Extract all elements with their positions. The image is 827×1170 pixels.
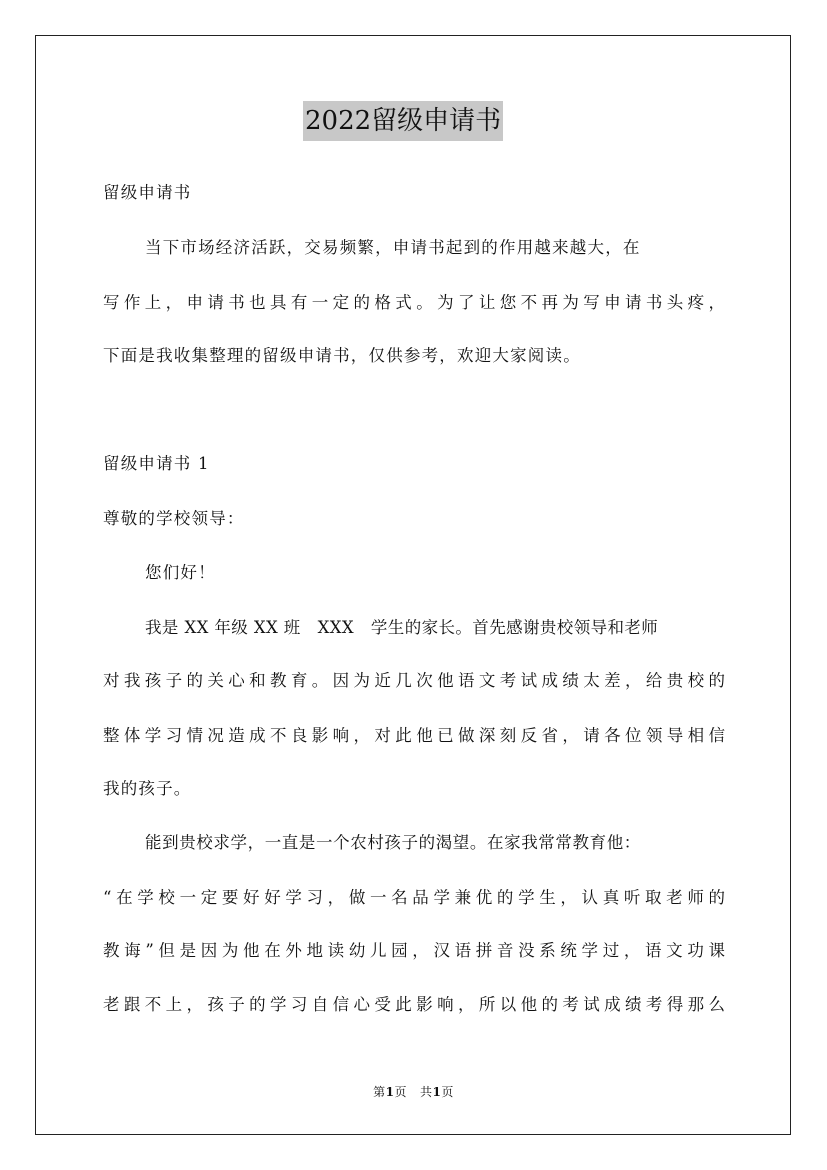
section-heading: 留级申请书 1: [103, 454, 210, 473]
page-footer: [0, 1084, 827, 1100]
heading-line: 留级申请书: [103, 183, 192, 202]
body-line-1: 我是 XX 年级 XX 班 XXX 学生的家长。首先感谢贵校领导和老师: [145, 618, 659, 637]
document-title: 2022留级申请书: [303, 101, 503, 141]
intro-line-3: 下面是我收集整理的留级申请书，仅供参考，欢迎大家阅读。: [103, 346, 581, 365]
salutation-line: 尊敬的学校领导：: [103, 509, 245, 528]
body-line-3: 整体学习情况造成不良影响，对此他已做深刻反省，请各位领导相信: [103, 726, 725, 745]
body-line-7: 教诲”但是因为他在外地读幼儿园，汉语拼音没系统学过，语文功课: [103, 941, 725, 960]
page-label-suffix: 页: [394, 1085, 408, 1099]
intro-line-1: 当下市场经济活跃，交易频繁，申请书起到的作用越来越大，在: [145, 238, 641, 257]
page-label-prefix: 第: [373, 1085, 386, 1099]
intro-line-2: 写作上，申请书也具有一定的格式。为了让您不再为写申请书头疼，: [103, 293, 725, 312]
body-line-4: 我的孩子。: [103, 779, 192, 798]
body-line-6: “在学校一定要好好学习，做一名品学兼优的学生，认真听取老师的: [103, 888, 725, 907]
greeting-line: 您们好！: [145, 563, 216, 582]
total-label-prefix: 共: [419, 1085, 433, 1099]
body-line-8: 老跟不上，孩子的学习自信心受此影响，所以他的考试成绩考得那么: [103, 995, 725, 1014]
body-line-5: 能到贵校求学，一直是一个农村孩子的渴望。在家我常常教育他：: [145, 833, 641, 852]
total-pages: 1: [432, 1085, 442, 1099]
page-number: 1: [385, 1085, 395, 1099]
body-line-2: 对我孩子的关心和教育。因为近几次他语文考试成绩太差，给贵校的: [103, 671, 725, 690]
total-label-suffix: 页: [441, 1085, 454, 1099]
